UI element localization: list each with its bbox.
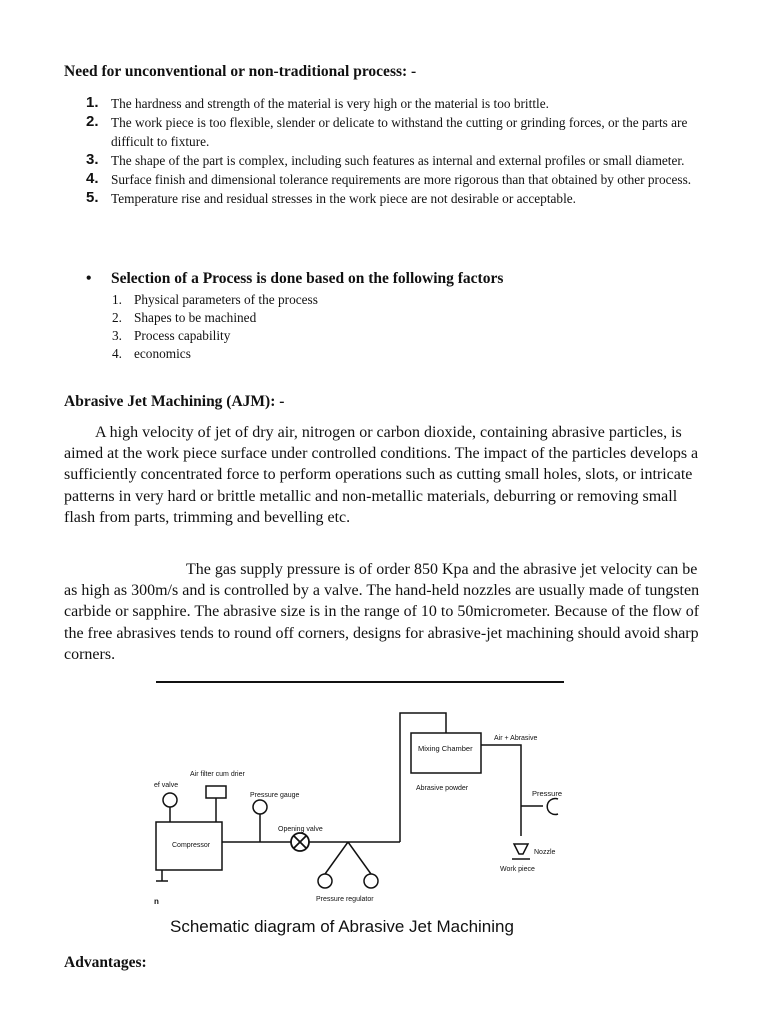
work-piece-label: Work piece <box>500 866 535 873</box>
pressure-gauge-icon <box>547 799 558 815</box>
pressure-regulator-label: Pressure regulator <box>316 896 374 903</box>
compressor-label: Compressor <box>172 842 211 849</box>
list-item: 1. Physical parameters of the process <box>112 292 318 307</box>
list-item: 4. economics <box>112 346 191 361</box>
list-item: 3. The shape of the part is complex, including such features as internal and external profiles or small diameter. <box>86 151 685 168</box>
air-filter-label: Air filter cum drier <box>190 771 245 778</box>
list-item: 2. The work piece is too flexible, slender or delicate to withstand the cutting or grinding forces, or the parts are difficult to fixture. <box>86 113 688 149</box>
ajm-schematic-diagram <box>148 676 568 942</box>
need-list <box>86 94 696 208</box>
mixing-chamber-label: Mixing Chamber <box>418 744 473 753</box>
list-item: 5. Temperature rise and residual stresses in the work piece are not desirable or acceptable. <box>86 189 576 206</box>
nozzle-label: Nozzle <box>534 849 556 856</box>
list-item: 2. Shapes to be machined <box>112 310 257 325</box>
opening-valve-label: Opening valve <box>278 826 323 833</box>
advantages-heading: Advantages: <box>64 954 147 971</box>
n-label: n <box>154 897 159 906</box>
selection-heading: • Selection of a Process is done based on the following factors <box>86 270 504 287</box>
section-heading-ajm: Abrasive Jet Machining (AJM): - <box>64 393 285 410</box>
mixing-chamber-box <box>411 733 481 773</box>
abrasive-powder-label: Abrasive powder <box>416 785 469 792</box>
ajm-paragraph-1: A high velocity of jet of dry air, nitrogen or carbon dioxide, containing abrasive particles, is aimed at the work piece surface under controlled conditions. The impact of the particles develops a sufficiently concentrated force to perform operations such as cutting small holes, slots, or intricate patterns in very hard or brittle metallic and non-metallic materials, deburring or removing small flash from parts, trimming and bevelling etc. <box>64 424 699 526</box>
relief-valve-label: ef valve <box>154 782 179 789</box>
diagram-caption: Schematic diagram of Abrasive Jet Machining <box>170 917 514 936</box>
air-filter-icon <box>206 786 226 798</box>
pressure-gauge-label: Pressure gauge <box>250 792 300 799</box>
pressure-label: Pressure <box>532 789 563 798</box>
ajm-paragraph-2: The gas supply pressure is of order 850 Kpa and the abrasive jet velocity can be as high as 300m/s and is controlled by a valve. The hand-held nozzles are usually made of tungsten carbide or sapphire. The abrasive size is in the range of 10 to 50micrometer. Because of the flow of the free abrasives tends to round off corners, designs for abrasive-jet machining should avoid sharp corners. <box>64 561 700 663</box>
pressure-gauge-icon <box>253 800 267 814</box>
air-abrasive-label: Air + Abrasive <box>494 735 538 742</box>
selection-list <box>112 291 318 363</box>
delivery-hose <box>481 745 521 836</box>
nozzle-icon <box>514 844 528 854</box>
relief-valve-icon <box>163 793 177 807</box>
pressure-regulator-icon <box>318 874 332 888</box>
list-item: 4. Surface finish and dimensional tolerance requirements are more rigorous than that obtained by other process. <box>86 170 692 187</box>
section-heading-need: Need for unconventional or non-traditional process: - <box>64 63 417 80</box>
list-item: 1. The hardness and strength of the material is very high or the material is too brittle. <box>86 94 549 111</box>
list-item: 3. Process capability <box>112 328 231 343</box>
bullet-icon: • <box>86 270 92 287</box>
